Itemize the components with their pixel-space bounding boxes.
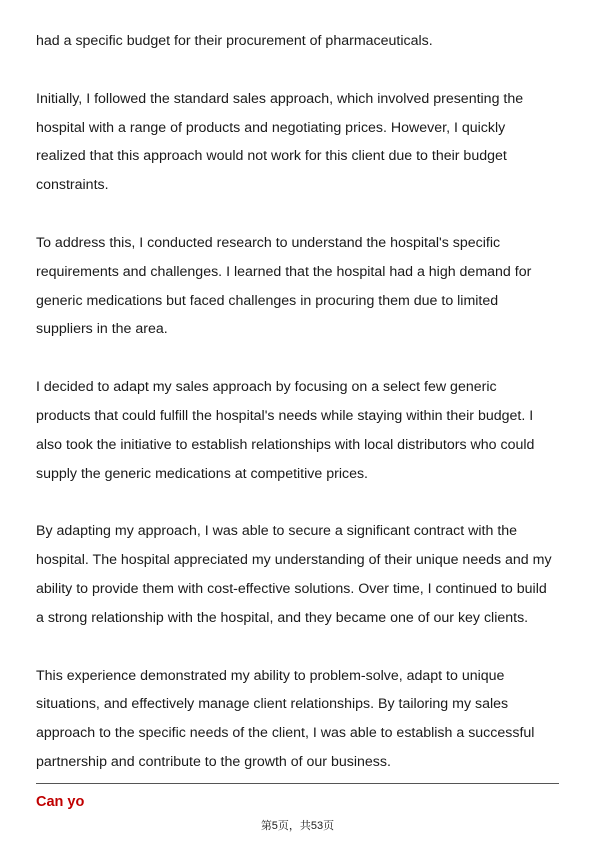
text-line: partnership and contribute to the growth of our business.	[36, 753, 391, 770]
text-line: generic medications but faced challenges in procuring them due to limited	[36, 292, 499, 309]
text-line: realized that this approach would not work for this client due to their budget	[36, 148, 507, 165]
paragraph-6	[36, 662, 566, 777]
text-line: supply the generic medications at competitive prices.	[36, 465, 368, 482]
text-line: approach to the specific needs of the client, I was able to establish a successful	[36, 725, 535, 742]
text-line: I decided to adapt my sales approach by focusing on a select few generic	[36, 379, 497, 396]
text-line: a strong relationship with the hospital, and they became one of our key clients.	[36, 609, 529, 626]
text-line: also took the initiative to establish relationships with local distributors who could	[36, 436, 535, 453]
text-line: situations, and effectively manage client relationships. By tailoring my sales	[36, 696, 509, 713]
paragraph-1	[36, 27, 566, 56]
text-line: hospital. The hospital appreciated my understanding of their unique needs and my	[36, 552, 552, 569]
text-line: Initially, I followed the standard sales approach, which involved presenting the	[36, 90, 524, 107]
paragraph-5	[36, 517, 566, 632]
footer-divider	[36, 783, 559, 784]
text-line: ability to provide them with cost-effective solutions. Over time, I continued to build	[36, 580, 547, 597]
text-line: To address this, I conducted research to understand the hospital's specific	[36, 234, 501, 251]
page-number: 第5页，共53页	[260, 820, 335, 832]
footer-heading: Can yo	[36, 794, 85, 810]
text-line: This experience demonstrated my ability to problem-solve, adapt to unique	[36, 667, 505, 684]
body-text	[36, 27, 566, 806]
paragraph-2	[36, 85, 566, 200]
text-line: hospital with a range of products and negotiating prices. However, I quickly	[36, 119, 506, 136]
text-line: By adapting my approach, I was able to secure a significant contract with the	[36, 523, 518, 540]
paragraph-3	[36, 229, 566, 344]
text-line: had a specific budget for their procurement of pharmaceuticals.	[36, 33, 433, 49]
text-line: requirements and challenges. I learned that the hospital had a high demand for	[36, 263, 532, 280]
paragraph-4	[36, 373, 566, 488]
text-line: constraints.	[36, 177, 109, 194]
text-line: products that could fulfill the hospital's needs while staying within their budget. I	[36, 407, 534, 424]
text-line: suppliers in the area.	[36, 321, 168, 338]
